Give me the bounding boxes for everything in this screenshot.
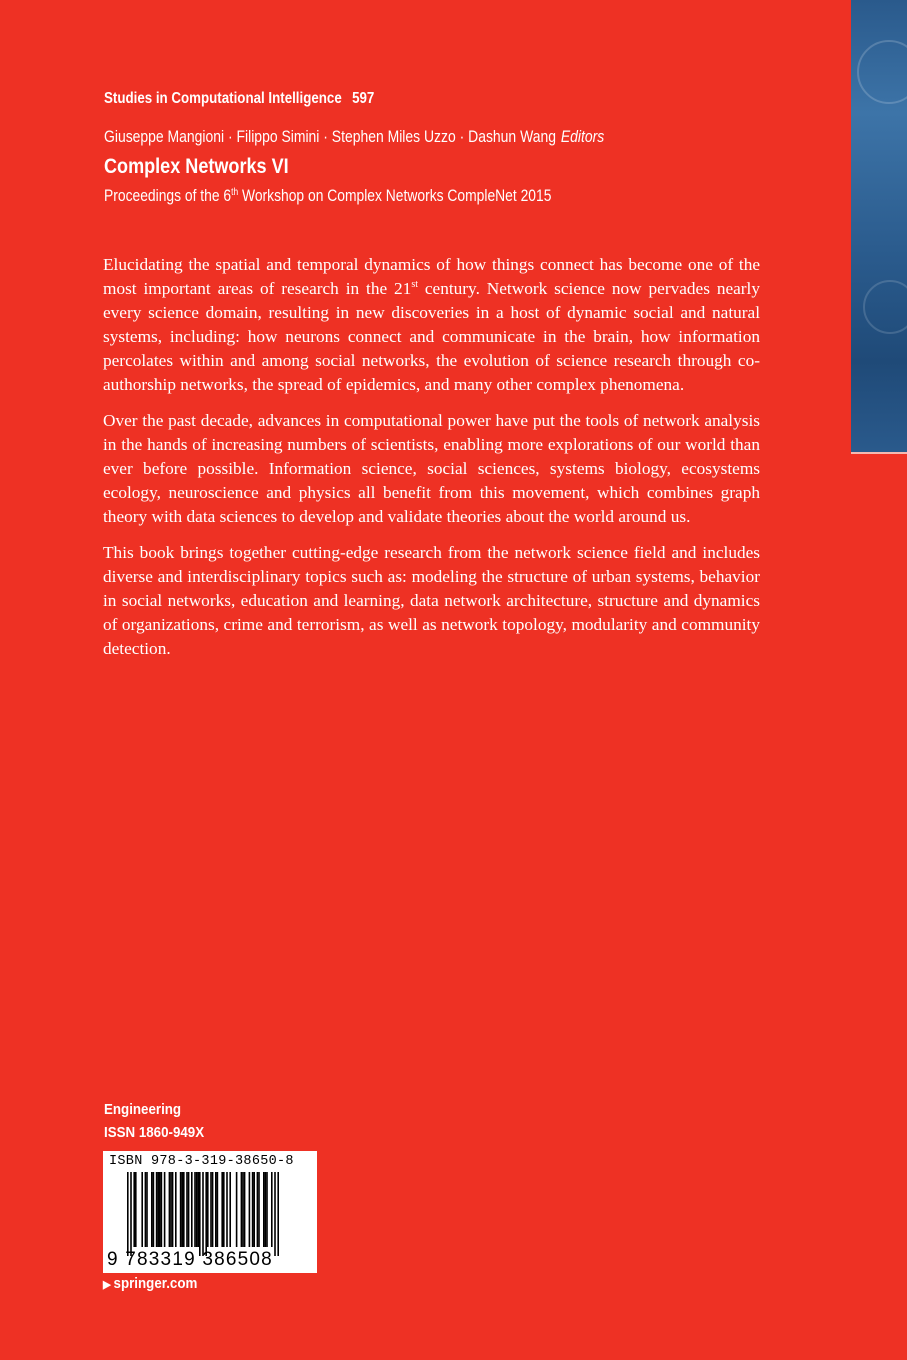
blurb-p1-ordinal: st xyxy=(411,279,418,290)
barcode-bar xyxy=(169,1172,171,1247)
barcode-bar xyxy=(207,1172,209,1247)
barcode-bar xyxy=(242,1172,244,1247)
barcode-bar xyxy=(194,1172,196,1247)
barcode-bar xyxy=(135,1172,137,1247)
back-cover-blurb xyxy=(103,253,760,673)
barcode-bar xyxy=(244,1172,246,1247)
barcode-bar xyxy=(229,1172,231,1247)
barcode-bar xyxy=(236,1172,238,1247)
blurb-p1-text-rest: century. Network science now pervades nearly every science domain, resulting in new discoveries in a host of dynamic social and natural systems, including: how neurons connect and communicate in the brain, how information percolates within and among social networks, the evolution of science research through co-authorship networks, the spread of epidemics, and many other complex phenomena. xyxy=(103,279,761,394)
book-subtitle xyxy=(104,187,551,206)
subtitle-text-rest: Workshop on Complex Networks CompleNet 2015 xyxy=(238,187,552,205)
barcode-bar xyxy=(157,1172,159,1247)
barcode-bar xyxy=(151,1172,153,1247)
publisher-link[interactable] xyxy=(103,1276,197,1292)
series-number: 597 xyxy=(352,90,375,107)
barcode-bar xyxy=(146,1172,148,1247)
series-title xyxy=(104,90,374,108)
subtitle-ordinal: th xyxy=(231,187,239,198)
barcode-bar xyxy=(271,1172,273,1247)
barcode-bar xyxy=(217,1172,219,1247)
barcode-bar xyxy=(191,1172,193,1247)
barcode-bar xyxy=(130,1172,132,1256)
spine-cover-photo xyxy=(851,0,907,452)
blurb-paragraph-2: Over the past decade, advances in computational power have put the tools of network analysis in the hands of increasing numbers of scientists, enabling more explorations of our world than ever before possible. Information science, social sciences, systems biology, ecosystems ecology, neuroscience and physics all benefit from this movement, which combines graph theory with data sciences to develop and validate theories about the world around us. xyxy=(103,411,760,526)
barcode-bar xyxy=(202,1172,204,1256)
barcode-digits: 9 783319 386508 xyxy=(107,1249,273,1270)
editors-line xyxy=(104,127,604,147)
barcode-bar xyxy=(197,1172,199,1247)
isbn-label: ISBN 978-3-319-38650-8 xyxy=(109,1154,294,1169)
barcode-bar xyxy=(159,1172,161,1247)
spine-divider xyxy=(851,452,907,454)
editors-role: Editors xyxy=(560,127,605,146)
blurb-p1-text: Elucidating the spatial and temporal dynamics of how things connect has become one of the most important areas of research in the 21 xyxy=(103,255,760,298)
barcode-bar xyxy=(141,1172,143,1247)
editor-names: Giuseppe Mangioni · Filippo Simini · Stephen Miles Uzzo · Dashun Wang xyxy=(104,127,556,146)
barcode-bar xyxy=(274,1172,276,1256)
barcode-bar xyxy=(145,1172,147,1247)
barcode-bar xyxy=(127,1172,129,1256)
barcode-bar xyxy=(252,1172,254,1247)
barcode-bar xyxy=(188,1172,190,1247)
barcode-bar xyxy=(241,1172,243,1247)
barcode-bar xyxy=(226,1172,228,1247)
barcode-bar xyxy=(170,1172,172,1247)
barcode-bar xyxy=(153,1172,155,1247)
barcode-bar xyxy=(257,1172,259,1247)
barcode-bar xyxy=(186,1172,188,1247)
triangle-right-icon: ▶ xyxy=(103,1279,111,1291)
barcode-bar xyxy=(266,1172,268,1247)
barcode-bar xyxy=(210,1172,212,1247)
blurb-paragraph-1 xyxy=(103,253,760,397)
barcode-bar xyxy=(180,1172,182,1247)
isbn-barcode xyxy=(103,1151,317,1273)
barcode-bar xyxy=(263,1172,265,1247)
barcode-bar xyxy=(133,1172,135,1247)
barcode-bar xyxy=(164,1172,166,1247)
issn-number: ISSN 1860-949X xyxy=(104,1125,205,1141)
barcode-bar xyxy=(253,1172,255,1247)
subtitle-text: Proceedings of the 6 xyxy=(104,187,232,205)
barcode-bar xyxy=(277,1172,279,1256)
barcode-bar xyxy=(212,1172,214,1247)
barcode-bar xyxy=(183,1172,185,1247)
barcode-bar xyxy=(175,1172,177,1247)
barcode-bar xyxy=(161,1172,163,1247)
barcode-bar xyxy=(223,1172,225,1247)
barcode-bar xyxy=(258,1172,260,1247)
barcode-bar xyxy=(249,1172,251,1247)
blurb-paragraph-3: This book brings together cutting-edge research from the network science field and includes diverse and interdisciplinary topics such as: modeling the structure of urban systems, behavior in social networks, education and learning, data network architecture, structure and dynamics of organizations, crime and terrorism, as well as network topology, modularity and community detection. xyxy=(103,543,760,658)
barcode-bar xyxy=(215,1172,217,1247)
barcode-bar xyxy=(205,1172,207,1256)
barcode-bar xyxy=(181,1172,183,1247)
barcode-bar xyxy=(196,1172,198,1247)
series-name: Studies in Computational Intelligence xyxy=(104,90,342,107)
barcode-bar xyxy=(172,1172,174,1247)
barcode-bar xyxy=(199,1172,201,1256)
barcode-bar xyxy=(221,1172,223,1247)
barcode-bar xyxy=(156,1172,158,1247)
publisher-url: springer.com xyxy=(113,1276,198,1292)
subject-category: Engineering xyxy=(104,1102,182,1118)
book-title: Complex Networks VI xyxy=(104,155,289,178)
barcode-bar xyxy=(265,1172,267,1247)
